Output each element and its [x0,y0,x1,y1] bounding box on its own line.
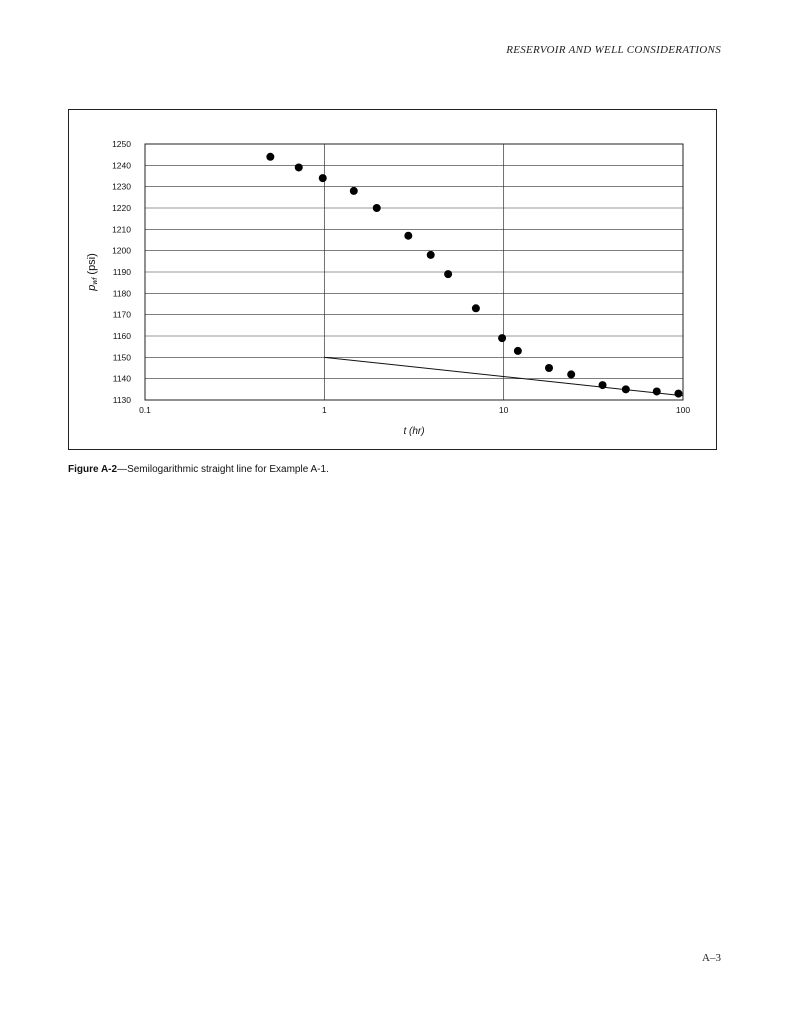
data-point [266,153,274,161]
data-point [350,187,358,195]
y-tick-label: 1180 [112,288,131,299]
data-point [514,347,522,355]
caption-text: —Semilogarithmic straight line for Example A-1. [117,464,329,475]
figure-frame [68,109,717,450]
y-tick-label: 1190 [112,267,131,277]
x-tick-label: 0.1 [139,405,151,415]
page-number: A–3 [702,952,721,964]
y-tick-label: 1130 [112,395,131,405]
data-point [319,174,327,182]
x-tick-label: 10 [498,405,509,415]
data-point [472,304,480,312]
y-tick-labels [112,139,131,405]
y-tick-label: 1210 [112,224,131,235]
data-point [295,163,303,171]
x-tick-label: 1 [321,405,327,415]
y-tick-label: 1150 [112,352,131,363]
data-point [404,232,412,240]
y-axis-label: pwf (psi) [86,253,99,291]
y-tick-label: 1170 [112,309,131,320]
data-point [599,381,607,389]
data-point [444,270,452,278]
data-point [545,364,553,372]
y-tick-label: 1230 [112,181,131,192]
data-point [498,334,506,342]
x-axis-label: t (hr) [403,426,425,437]
semilog-chart [69,110,716,449]
data-point [567,370,575,378]
figure-caption [68,464,329,475]
y-tick-label: 1160 [112,331,131,341]
x-tick-labels [139,405,690,415]
data-points [266,153,682,398]
data-point [427,251,435,259]
data-point [622,385,630,393]
caption-label: Figure A-2 [68,464,118,475]
x-tick-label: 100 [675,405,691,415]
y-tick-label: 1200 [112,245,131,256]
y-tick-label: 1220 [112,203,131,213]
data-point [373,204,381,212]
data-point [674,390,682,398]
data-point [653,387,661,395]
y-tick-label: 1250 [112,139,131,149]
y-tick-label: 1240 [112,160,131,171]
y-tick-label: 1140 [112,373,131,384]
running-head: RESERVOIR AND WELL CONSIDERATIONS [506,44,721,56]
grid-layer [145,144,683,400]
